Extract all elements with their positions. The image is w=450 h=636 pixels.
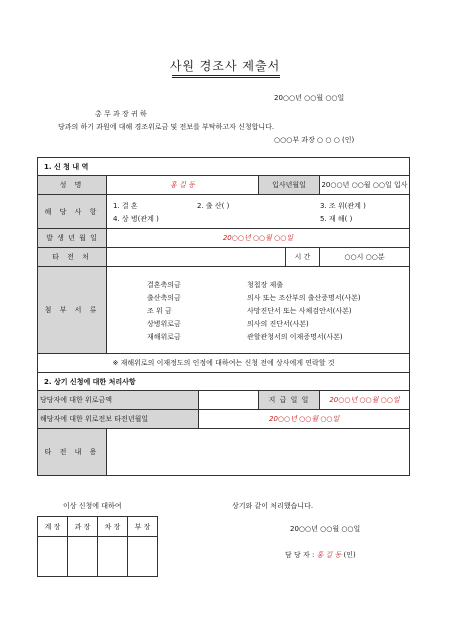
attach-type: 출산축의금: [147, 293, 181, 302]
name-cell[interactable]: [107, 176, 259, 195]
attach-type: 재해위로금: [147, 332, 181, 341]
attach-doc: 의사 또는 조산부의 출산증명서(사본): [247, 293, 361, 302]
recipient: 총 무 과 장 귀 하: [95, 110, 147, 118]
handler-suffix: (인): [343, 551, 356, 559]
attachments-cell: [107, 267, 410, 354]
attach-doc: 관할관청서의 이재증명서(사본): [247, 332, 343, 341]
option-disaster[interactable]: 5. 재 해( ): [320, 214, 353, 223]
attach-type: 상병위로금: [147, 319, 181, 328]
pay-date-cell[interactable]: [320, 391, 410, 410]
attach-doc: 의사의 진단서(사본): [247, 319, 309, 328]
attach-doc: 청첩장 제출: [247, 280, 284, 289]
document-title: 사원 경조사 제출서: [169, 59, 281, 73]
hire-date-label: 입사년월일: [259, 176, 320, 195]
telegram-date-label: 해당자에 대한 위로전보 타전년월일: [38, 410, 199, 429]
title-underline: [172, 75, 280, 76]
attachments-label: 첨 부 서 류: [38, 267, 107, 354]
disaster-note: ※ 재해위로의 이재정도의 인정에 대하여는 신청 전에 상사에게 연락할 것: [38, 354, 410, 373]
handler-name: 홍 길 동: [316, 551, 342, 559]
approval-header: 차 장: [98, 517, 128, 537]
approval-sign-box[interactable]: [128, 537, 158, 577]
telegram-content-value[interactable]: [107, 429, 410, 476]
footer-left-text: 이상 신청에 대하여: [63, 502, 122, 510]
name-label: 성 명: [38, 176, 107, 195]
amount-value[interactable]: [199, 391, 259, 410]
approval-header: 부 장: [128, 517, 158, 537]
name-value: 홍 길 동: [170, 181, 195, 189]
option-birth[interactable]: 2. 출 산( ): [197, 201, 230, 210]
signer: ○○○부 과장 ○ ○ ○ (인): [274, 136, 355, 144]
approval-header: 계 장: [38, 517, 68, 537]
application-form-table: [37, 157, 410, 476]
telegram-dest-value[interactable]: [107, 248, 286, 267]
approval-table: [37, 516, 158, 577]
time-label: 시 간: [286, 248, 320, 267]
pay-date-label: 지 급 일 일: [259, 391, 320, 410]
section2-heading: 2. 상기 신청에 대한 처리사항: [38, 373, 410, 391]
handler-prefix: 담 당 자 :: [285, 551, 315, 559]
request-text: 당과의 하기 과원에 대해 경조위로금 및 전보를 부탁하고자 신청합니다.: [58, 123, 275, 131]
amount-label: [38, 391, 199, 410]
telegram-date-value: 20○○년 ○○월 ○○일: [269, 415, 340, 423]
option-illness[interactable]: 4. 상 병(관계 ): [113, 214, 159, 223]
attach-type: 조 위 금: [147, 306, 172, 315]
footer-right-text: 상기와 같이 처리했습니다.: [232, 502, 314, 510]
handler-line: [285, 550, 356, 560]
top-date: 20○○년 ○○월 ○○일: [274, 94, 345, 102]
amount-label-text: 당당자에 대한 위로금액: [40, 396, 113, 404]
attach-type: 결혼축의금: [147, 280, 181, 289]
attach-doc: 사망진단서 또는 사체검안서(사본): [247, 306, 352, 315]
title-underline-2: [172, 77, 280, 78]
matter-options-cell[interactable]: [107, 195, 410, 229]
option-condolence[interactable]: 3. 조 위(관계 ): [320, 201, 366, 210]
telegram-date-cell[interactable]: [199, 410, 410, 429]
footer-date: 20○○년 ○○월 ○○일: [290, 525, 361, 533]
telegram-dest-label: 타 전 처: [38, 248, 107, 267]
telegram-content-label: 타 전 내 용: [38, 429, 107, 476]
occur-date-label: 발 생 년 월 일: [38, 229, 107, 248]
pay-date-value: 20○○년 ○○월 ○○일: [329, 396, 400, 404]
approval-sign-box[interactable]: [68, 537, 98, 577]
time-value[interactable]: ○○시 ○○분: [320, 248, 410, 267]
option-marriage[interactable]: 1. 결 혼: [113, 201, 138, 210]
matter-label: 해 당 사 항: [38, 195, 107, 229]
approval-header: 과 장: [68, 517, 98, 537]
approval-sign-box[interactable]: [38, 537, 68, 577]
hire-date-value[interactable]: 20○○년 ○○월 ○○일 입사: [320, 176, 410, 195]
occur-date-value: 20○○년 ○○월 ○○일: [222, 234, 294, 242]
section1-heading: 1. 신 청 내 역: [38, 158, 410, 176]
occur-date-cell[interactable]: [107, 229, 410, 248]
approval-sign-box[interactable]: [98, 537, 128, 577]
